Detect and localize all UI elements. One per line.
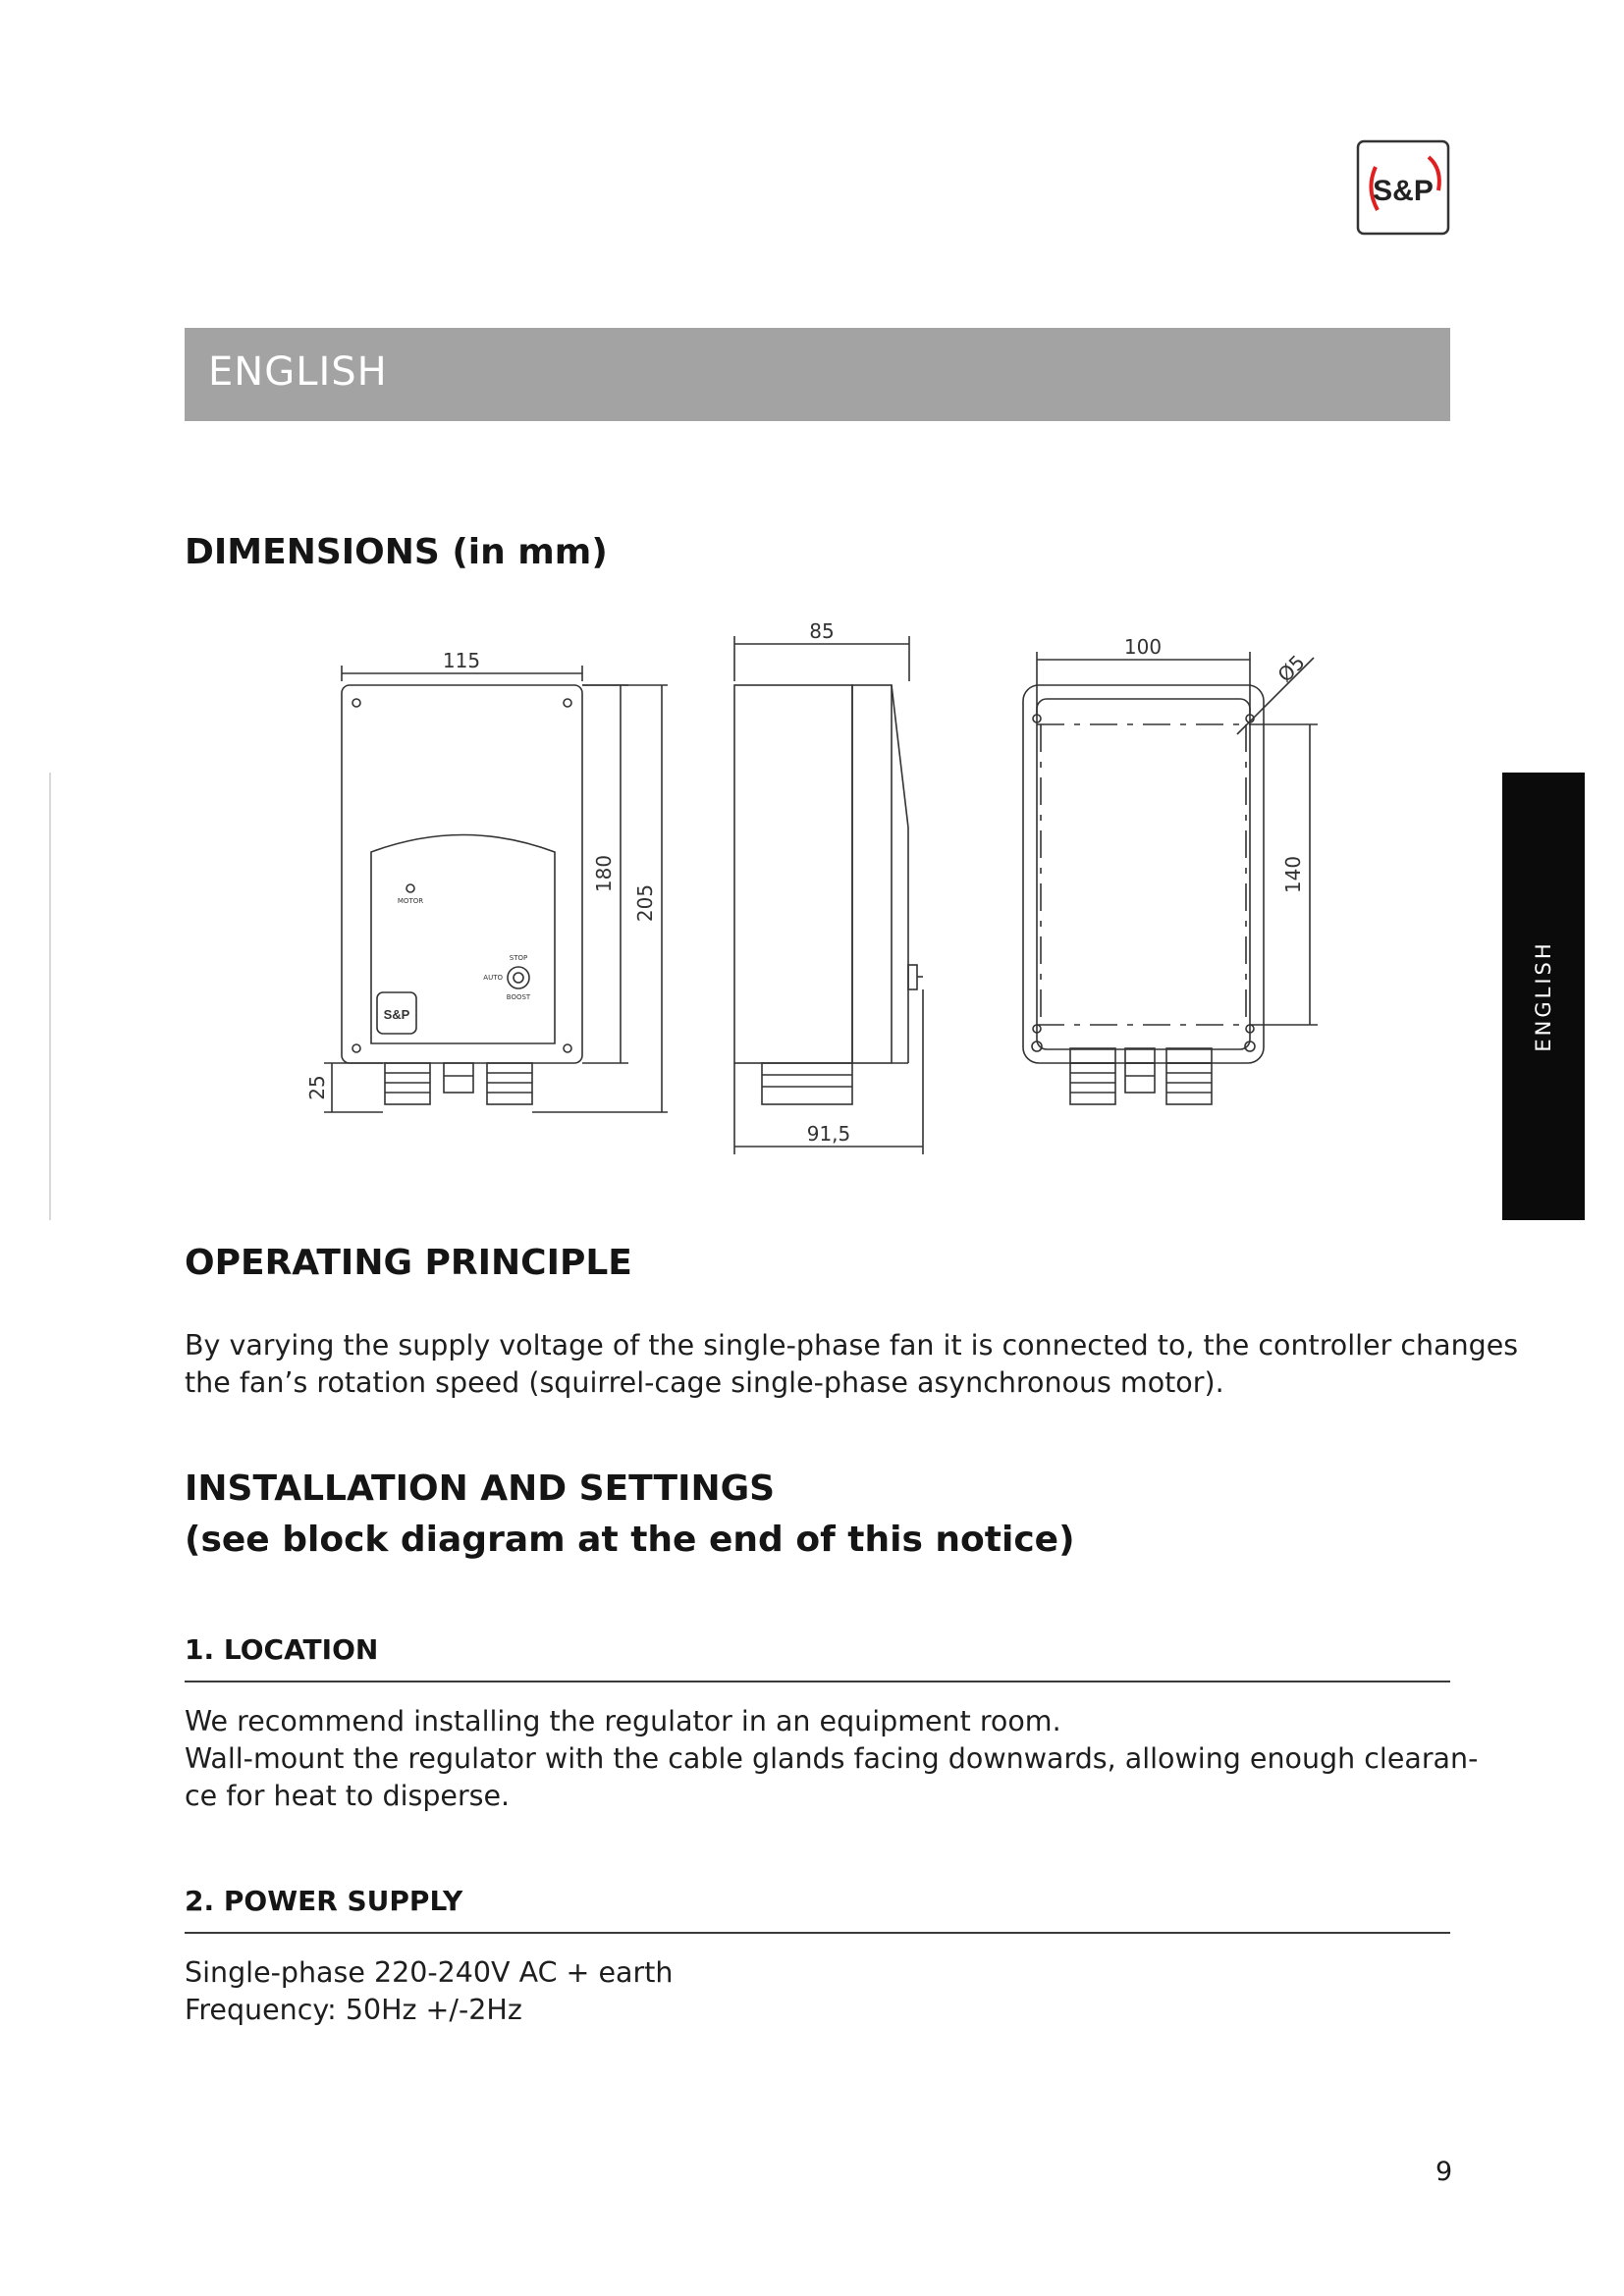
location-rule [185, 1681, 1450, 1682]
power-supply-text [185, 1954, 1461, 2029]
dim-front-inner-height: 180 [592, 854, 616, 893]
installation-heading: INSTALLATION AND SETTINGS [185, 1468, 776, 1509]
power-supply-rule [185, 1932, 1450, 1934]
installation-subheading: (see block diagram at the end of this notice) [185, 1520, 1075, 1560]
operating-principle-text [185, 1327, 1519, 1402]
operating-principle-line: the fan’s rotation speed (squirrel-cage single-phase asynchronous motor). [185, 1366, 1224, 1399]
location-line: ce for heat to disperse. [185, 1780, 511, 1812]
panel-motor-label: MOTOR [397, 897, 424, 905]
location-line: We recommend installing the regulator in an equipment room. [185, 1705, 1061, 1737]
panel-auto-label: AUTO [483, 974, 503, 982]
side-tab-label: ENGLISH [1532, 940, 1555, 1052]
dimensions-drawing [295, 616, 1335, 1166]
dim-front-height: 205 [633, 883, 657, 923]
left-margin-rule [49, 773, 51, 1220]
language-header-label: ENGLISH [208, 349, 388, 395]
sp-logo [1356, 139, 1450, 236]
power-supply-line: Frequency: 50Hz +/-2Hz [185, 1994, 522, 2026]
power-supply-heading: 2. POWER SUPPLY [185, 1885, 463, 1917]
dim-hole-diameter: Ø5 [1272, 650, 1310, 687]
location-text [185, 1703, 1479, 1815]
dim-rear-height: 140 [1281, 855, 1305, 894]
panel-logo-text: S&P [383, 1007, 410, 1022]
dim-side-total-depth: 91,5 [806, 1122, 851, 1146]
dim-side-depth: 85 [809, 619, 835, 643]
page-number: 9 [1435, 2157, 1453, 2187]
dim-rear-width: 100 [1123, 635, 1163, 659]
operating-principle-line: By varying the supply voltage of the single-phase fan it is connected to, the controller changes [185, 1329, 1519, 1362]
dim-gland-height: 25 [305, 1075, 329, 1100]
dimensions-heading: DIMENSIONS (in mm) [185, 532, 608, 572]
dim-front-width: 115 [442, 649, 481, 672]
panel-stop-label: STOP [509, 954, 528, 962]
language-side-tab [1502, 773, 1585, 1220]
logo-text: S&P [1373, 175, 1434, 207]
location-heading: 1. LOCATION [185, 1633, 379, 1666]
language-header-bar [185, 328, 1450, 421]
operating-principle-heading: OPERATING PRINCIPLE [185, 1243, 632, 1283]
power-supply-line: Single-phase 220-240V AC + earth [185, 1956, 674, 1989]
panel-boost-label: BOOST [506, 993, 531, 1001]
location-line: Wall-mount the regulator with the cable glands facing downwards, allowing enough clearan- [185, 1742, 1479, 1775]
